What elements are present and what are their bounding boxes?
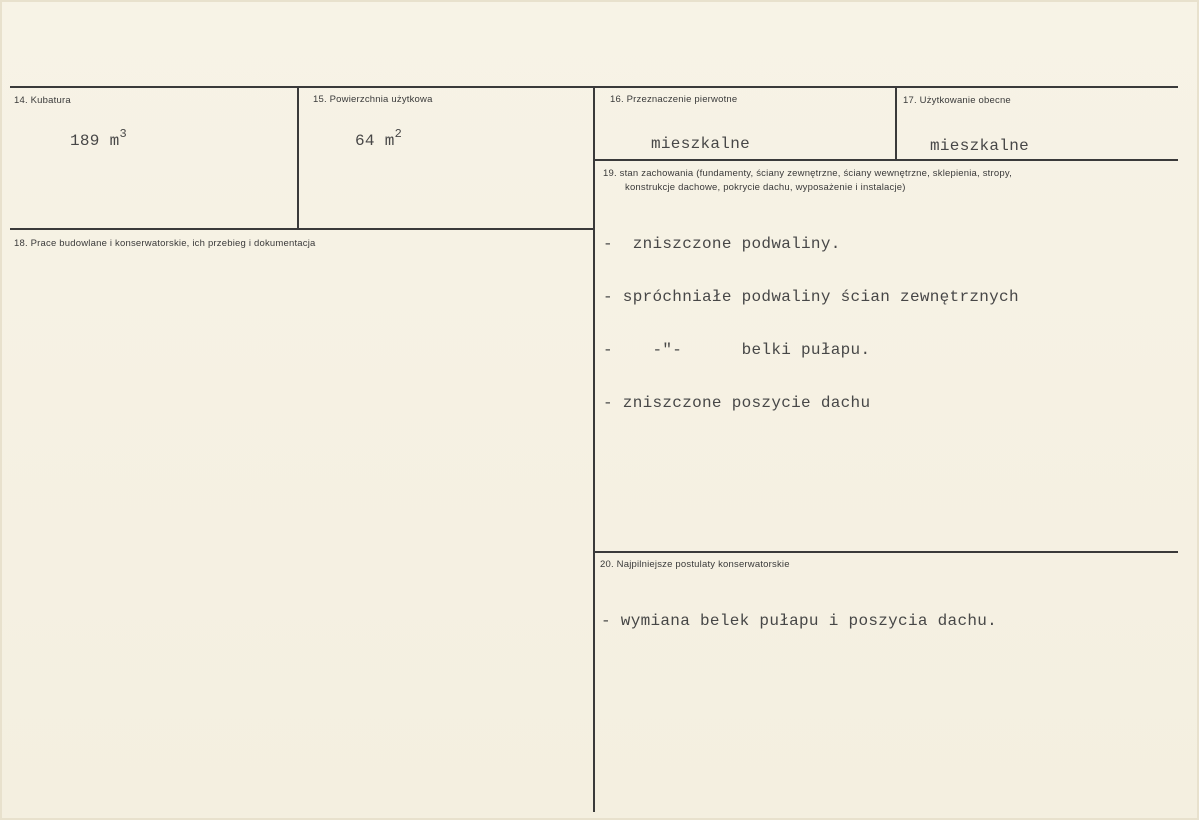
field-14-label: 14. Kubatura bbox=[14, 95, 71, 106]
divider-16-17 bbox=[895, 88, 897, 160]
field-19-line-1: - zniszczone podwaliny. bbox=[603, 235, 841, 253]
field-17-label: 17. Użytkowanie obecne bbox=[903, 95, 1011, 106]
field-14-value bbox=[70, 127, 128, 150]
main-vertical-divider bbox=[593, 88, 595, 812]
field-15-label: 15. Powierzchnia użytkowa bbox=[313, 94, 433, 105]
field-19-label-line2: konstrukcje dachowe, pokrycie dachu, wyposażenie i instalacje) bbox=[625, 182, 906, 193]
rule-above-20 bbox=[595, 551, 1178, 553]
field-19-line-4: - zniszczone poszycie dachu bbox=[603, 394, 871, 412]
rule-under-16-17 bbox=[595, 159, 1178, 161]
field-16-label: 16. Przeznaczenie pierwotne bbox=[610, 94, 738, 105]
rule-under-14-15 bbox=[10, 228, 593, 230]
field-14-number: 189 m bbox=[70, 132, 120, 150]
divider-14-15 bbox=[297, 88, 299, 228]
field-14-superscript: 3 bbox=[119, 127, 128, 141]
field-16-value: mieszkalne bbox=[651, 135, 751, 153]
field-18-label: 18. Prace budowlane i konserwatorskie, ich przebieg i dokumentacja bbox=[14, 238, 316, 249]
field-19-text bbox=[603, 200, 1019, 448]
field-19-line-2: - spróchniałe podwaliny ścian zewnętrznych bbox=[603, 288, 1019, 306]
field-20-label: 20. Najpilniejsze postulaty konserwatorskie bbox=[600, 559, 790, 570]
field-20-text bbox=[601, 577, 997, 666]
field-19-label-line1: 19. stan zachowania (fundamenty, ściany zewnętrzne, ściany wewnętrzne, sklepienia, stropy, bbox=[603, 168, 1012, 179]
field-17-value: mieszkalne bbox=[930, 137, 1030, 155]
field-15-number: 64 m bbox=[355, 132, 395, 150]
field-15-value bbox=[355, 127, 403, 150]
field-20-line-1: - wymiana belek pułapu i poszycia dachu. bbox=[601, 612, 998, 630]
field-19-line-3: - -"- belki pułapu. bbox=[603, 341, 871, 359]
field-15-superscript: 2 bbox=[394, 127, 403, 141]
